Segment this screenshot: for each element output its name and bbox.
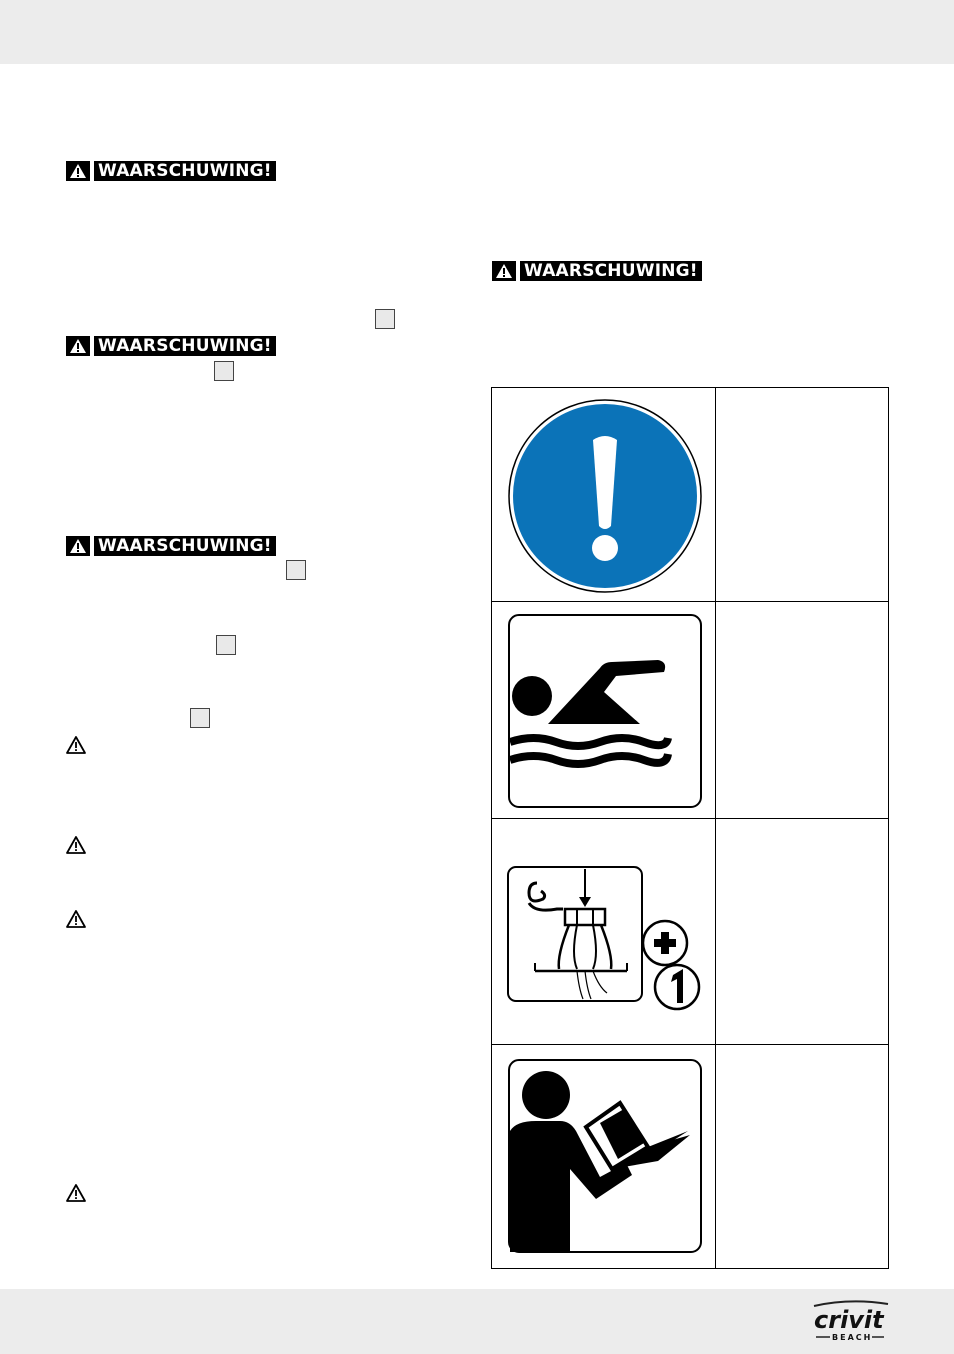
table-cell-description xyxy=(716,388,888,601)
warning-triangle-outline-icon xyxy=(65,735,87,755)
warning-label-2 xyxy=(66,336,276,356)
warning-text: WAARSCHUWING! xyxy=(520,261,702,281)
crivit-beach-logo xyxy=(810,1298,890,1344)
figure-reference-box xyxy=(286,560,306,580)
inflation-valve-icon xyxy=(507,865,703,1015)
warning-label-3 xyxy=(66,536,276,556)
figure-reference-box xyxy=(216,635,236,655)
warning-triangle-outline-icon xyxy=(65,835,87,855)
warning-label-1 xyxy=(66,161,276,181)
warning-label-4 xyxy=(492,261,702,281)
header-band xyxy=(0,0,954,64)
warning-triangle-icon xyxy=(66,336,90,356)
figure-reference-box xyxy=(190,708,210,728)
table-cell-description xyxy=(716,819,888,1044)
table-row xyxy=(492,602,888,819)
table-cell-icon xyxy=(492,819,716,1044)
table-cell-description xyxy=(716,602,888,818)
table-row xyxy=(492,819,888,1045)
figure-reference-box xyxy=(214,361,234,381)
table-cell-icon xyxy=(492,1045,716,1268)
read-manual-icon xyxy=(508,1059,702,1253)
table-cell-description xyxy=(716,1045,888,1268)
warning-triangle-icon xyxy=(492,261,516,281)
brand-name: crivit xyxy=(814,1306,884,1334)
warning-text: WAARSCHUWING! xyxy=(94,161,276,181)
table-row xyxy=(492,388,888,602)
table-cell-icon xyxy=(492,388,716,601)
figure-reference-box xyxy=(375,309,395,329)
swimmer-icon xyxy=(508,614,702,808)
warning-triangle-icon xyxy=(66,536,90,556)
table-row xyxy=(492,1045,888,1268)
warning-text: WAARSCHUWING! xyxy=(94,536,276,556)
brand-sub: BEACH xyxy=(832,1333,873,1342)
warning-text: WAARSCHUWING! xyxy=(94,336,276,356)
warning-triangle-icon xyxy=(66,161,90,181)
warning-triangle-outline-icon xyxy=(65,909,87,929)
mandatory-exclamation-icon xyxy=(507,398,703,594)
warning-triangle-outline-icon xyxy=(65,1183,87,1203)
table-cell-icon xyxy=(492,602,716,818)
symbols-table xyxy=(491,387,889,1269)
